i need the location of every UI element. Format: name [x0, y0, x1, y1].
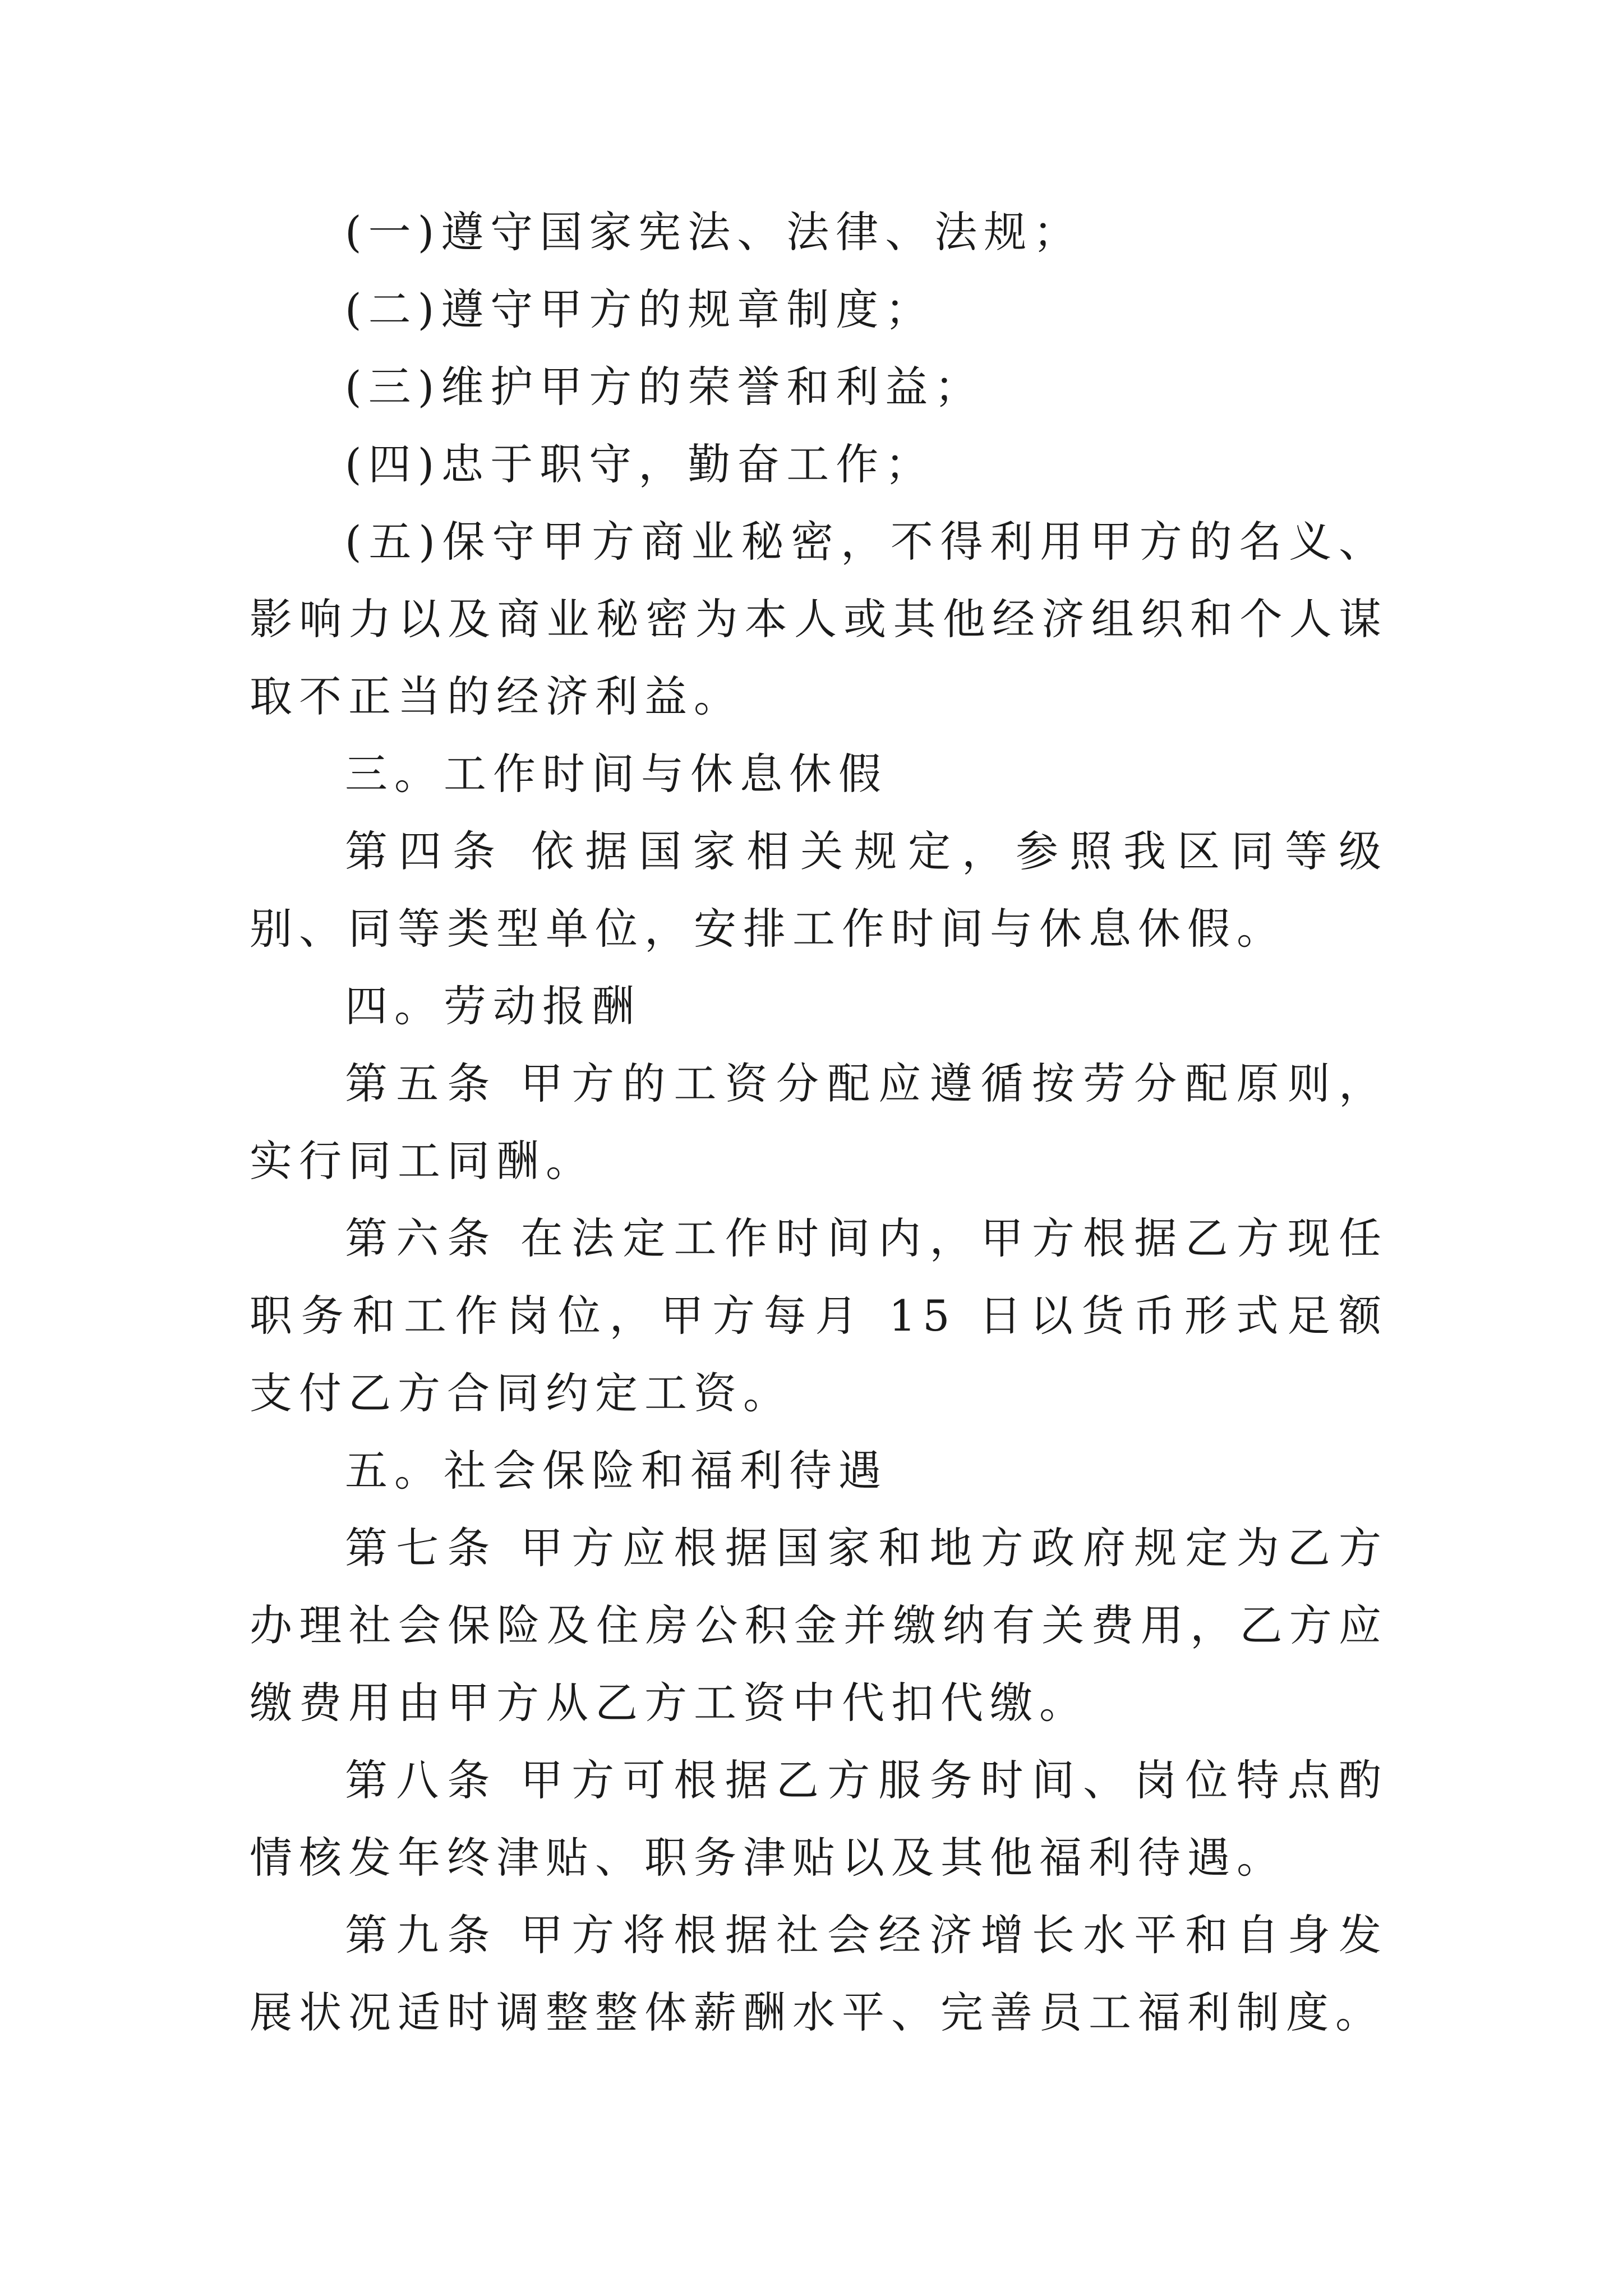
section-heading-social-insurance: 五。社会保险和福利待遇 [345, 1446, 888, 1496]
article-4: 第四条 依据国家相关规定，参照我区同等级别、同等类型单位，安排工作时间与休息休假。 [250, 826, 1388, 954]
article-5: 第五条 甲方的工资分配应遵循按劳分配原则，实行同工同酬。 [250, 1059, 1388, 1186]
section-heading-remuneration: 四。劳动报酬 [345, 981, 641, 1031]
article-9: 第九条 甲方将根据社会经济增长水平和自身发展状况适时调整整体薪酬水平、完善员工福利制度。 [250, 1910, 1388, 2037]
article-8: 第八条 甲方可根据乙方服务时间、岗位特点酌情核发年终津贴、职务津贴以及其他福利待遇。 [250, 1755, 1388, 1883]
article-6: 第六条 在法定工作时间内，甲方根据乙方现任职务和工作岗位，甲方每月 15 日以货币形式足额支付乙方合同约定工资。 [250, 1213, 1388, 1418]
paragraph-duty-3: (三)维护甲方的荣誉和利益； [345, 362, 984, 412]
paragraph-duty-4: (四)忠于职守，勤奋工作； [345, 439, 935, 489]
section-heading-working-hours: 三。工作时间与休息休假 [345, 749, 888, 799]
document-body [250, 194, 1388, 2051]
paragraph-duty-5: (五)保守甲方商业秘密，不得利用甲方的名义、影响力以及商业秘密为本人或其他经济组织和个人谋取不正当的经济利益。 [250, 517, 1388, 721]
article-7: 第七条 甲方应根据国家和地方政府规定为乙方办理社会保险及住房公积金并缴纳有关费用，乙方应缴费用由甲方从乙方工资中代扣代缴。 [250, 1523, 1388, 1728]
paragraph-duty-1: (一)遵守国家宪法、法律、法规； [345, 207, 1083, 257]
paragraph-duty-2: (二)遵守甲方的规章制度； [345, 284, 935, 334]
